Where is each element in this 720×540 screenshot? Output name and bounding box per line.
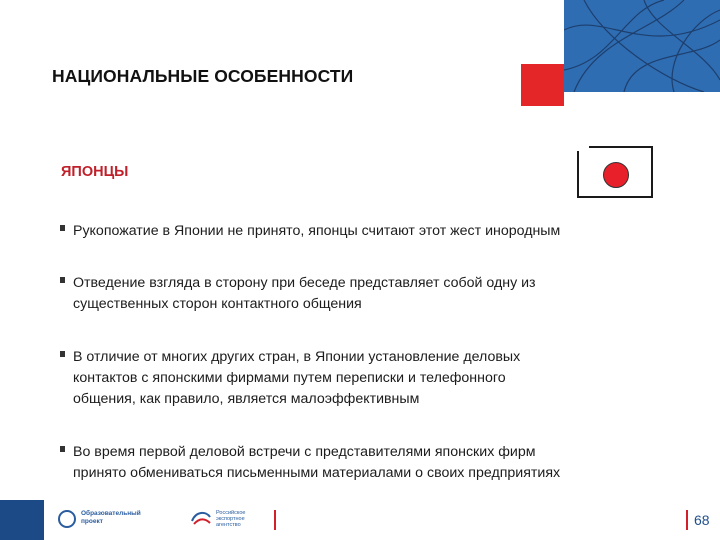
export-agency-logo: [186, 504, 276, 534]
bullet-line: принято обмениваться письменными материалами о своих предприятиях: [73, 465, 561, 481]
bullet-square-icon: [60, 225, 65, 231]
page-number-divider: [686, 510, 688, 530]
logo-text-line: проект: [81, 518, 103, 525]
globe-icon: [58, 510, 76, 528]
logo-text-line: экспортное: [216, 516, 245, 522]
slide-title: НАЦИОНАЛЬНЫЕ ОСОБЕННОСТИ: [52, 66, 354, 86]
swirl-icon: [190, 509, 212, 527]
logo-text-line: Российское: [216, 510, 246, 516]
japan-flag-icon: [577, 146, 653, 198]
bullet-text: [73, 347, 520, 410]
bullet-text: [73, 442, 560, 484]
decorative-red-square: [521, 64, 564, 106]
footer-divider: [274, 510, 276, 530]
bullet-text: [73, 273, 536, 315]
bullet-line: Рукопожатие в Японии не принято, японцы считают этот жест инородным: [73, 223, 561, 239]
decorative-line-pattern: [564, 0, 720, 92]
bullet-line: Отведение взгляда в сторону при беседе представляет собой одну из: [73, 275, 536, 291]
slide-subtitle: ЯПОНЦЫ: [61, 164, 129, 180]
bullet-line: В отличие от многих других стран, в Японии установление деловых: [73, 349, 521, 365]
bullet-square-icon: [60, 277, 65, 283]
bullet-square-icon: [60, 351, 65, 357]
flag-red-circle: [603, 162, 629, 188]
bullet-line: существенных сторон контактного общения: [73, 296, 362, 312]
bullet-square-icon: [60, 446, 65, 452]
logo-text-line: Образовательный: [81, 510, 141, 517]
bullet-line: общения, как правило, является малоэффективным: [73, 391, 420, 407]
flag-notch: [577, 146, 589, 151]
bullet-line: Во время первой деловой встречи с представителями японских фирм: [73, 444, 536, 460]
education-project-logo: [54, 504, 164, 534]
bullet-text: [73, 221, 560, 242]
page-number: 68: [694, 512, 710, 528]
logo-text: [216, 510, 245, 528]
logo-text: [81, 510, 141, 526]
logo-text-line: агентство: [216, 522, 241, 528]
decorative-blue-block: [564, 0, 720, 92]
bullet-line: контактов с японскими фирмами путем переписки и телефонного: [73, 370, 506, 386]
footer-blue-block: [0, 500, 44, 540]
